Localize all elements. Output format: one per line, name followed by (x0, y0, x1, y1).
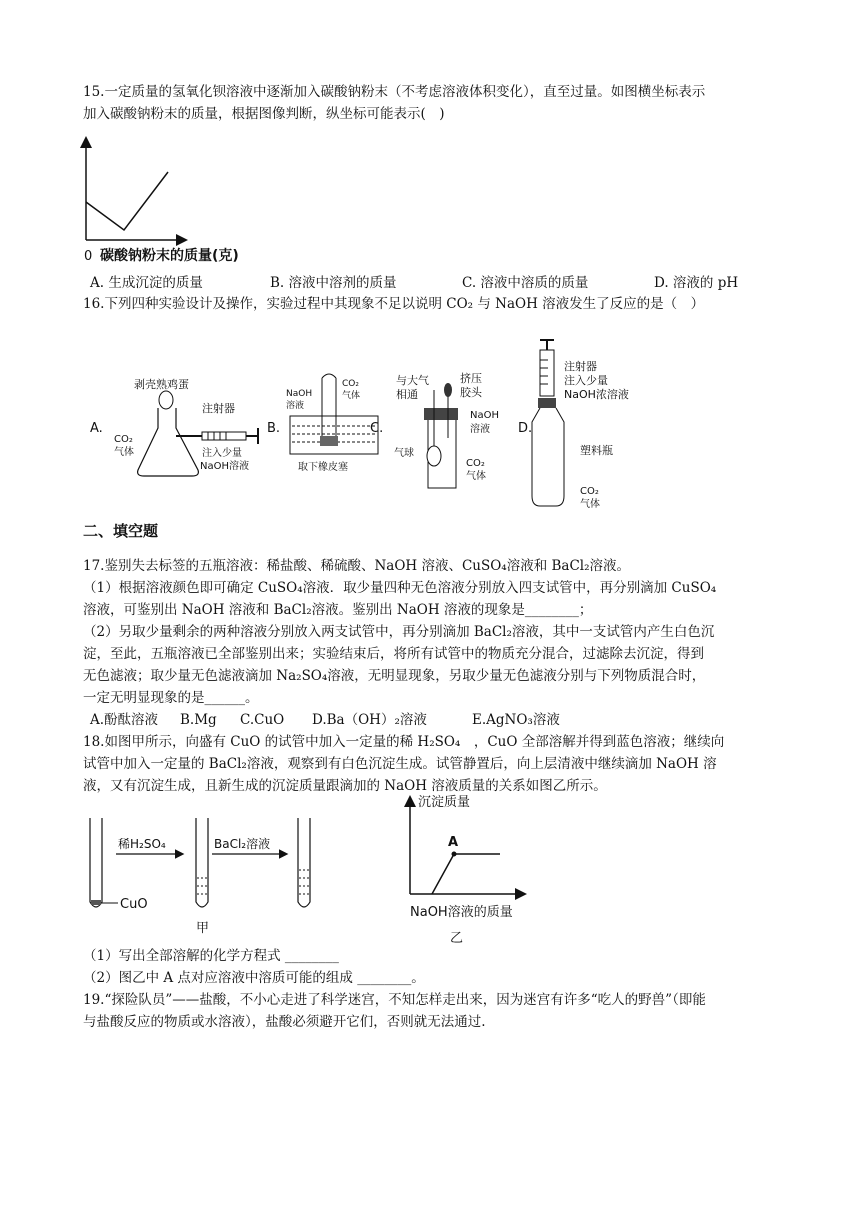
q16-c-co2: CO₂ (466, 458, 485, 469)
q16-d-cap (538, 398, 556, 408)
q16-apparatus-figure (84, 338, 664, 516)
q16-c-squeeze2: 胶头 (460, 386, 482, 399)
q16-c-naoh2: 溶液 (470, 424, 490, 435)
q16-c-gas: 气体 (466, 471, 486, 482)
q16-d-syringe-label: 注射器 (564, 360, 597, 373)
q16-a-gas-formula: CO₂ (114, 434, 133, 445)
q18-sub2: （2）图乙中 A 点对应溶液中溶质可能的组成 ________。 (83, 970, 425, 986)
q17-option-a: A.酚酞溶液 (90, 712, 159, 728)
section-title: 二、填空题 (83, 522, 159, 540)
q16-a-egg-label: 剥壳熟鸡蛋 (134, 378, 189, 391)
q16-b-co2: CO₂ (342, 379, 359, 389)
q15-option-a: A. 生成沉淀的质量 (90, 275, 203, 291)
q18-yi-point-label: A (448, 835, 459, 850)
q16-d-bottle (532, 408, 564, 506)
q18-jia-caption: 甲 (196, 921, 210, 936)
q18-yi-caption: 乙 (450, 931, 464, 946)
q18-yi-curve (432, 854, 500, 894)
q15-graph-xlabel: 碳酸钠粉末的质量(克) (100, 248, 239, 264)
q16-b-tube (322, 374, 336, 438)
q18-cuo-solid (91, 900, 101, 905)
q16-d-syringe (540, 350, 554, 396)
q16-a-syringe (202, 432, 246, 440)
q15-option-b: B. 溶液中溶剂的质量 (270, 275, 397, 291)
q15-graph (78, 136, 268, 266)
q17-text-line3: 溶液，可鉴别出 NaOH 溶液和 BaCl₂溶液。鉴别出 NaOH 溶液的现象是________； (83, 602, 593, 618)
q16-d-inject2: NaOH浓溶液 (564, 388, 629, 401)
q16-b-remove: 取下橡皮塞 (298, 462, 348, 473)
q15-option-c: C. 溶液中溶质的质量 (462, 275, 589, 291)
q17-text-line4: （2）另取少量剩余的两种溶液分别放入两支试管中，再分别滴加 BaCl₂溶液，其中一支试管内产生白色沉 (83, 624, 715, 640)
q16-b-naoh1: NaOH (286, 389, 313, 399)
q16-a-inject1: 注入少量 (202, 448, 242, 459)
q17-text-line6: 无色滤液；取少量无色滤液滴加 Na₂SO₄溶液，无明显现象，另取少量无色滤液分别与下列物质混合时， (83, 668, 706, 684)
q18-text-line3: 液，又有沉淀生成，且新生成的沉淀质量跟滴加的 NaOH 溶液质量的关系如图乙所示。 (83, 778, 607, 794)
q17-text-line5: 淀，至此，五瓶溶液已全部鉴别出来；实验结束后，将所有试管中的物质充分混合，过滤除去沉淀，得到 (83, 646, 704, 662)
q16-b-label: B. (267, 421, 281, 436)
q16-c-naoh1: NaOH (470, 410, 499, 421)
q16-c-label: C. (370, 421, 384, 436)
q18-sub1: （1）写出全部溶解的化学方程式 ________ (83, 948, 339, 964)
q17-option-b: B.Mg (180, 712, 217, 728)
q19-text-line1: 19.“探险队员”——盐酸，不小心走进了科学迷宫，不知怎样走出来，因为迷宫有许多“吃人的野兽”（即能 (83, 992, 706, 1008)
q15-option-d: D. 溶液的 pH (654, 275, 739, 291)
q16-c-squeeze1: 挤压 (460, 372, 482, 385)
q15-graph-origin: 0 (84, 249, 93, 264)
q18-yi-xlabel: NaOH溶液的质量 (410, 905, 513, 920)
q16-d-inject1: 注入少量 (564, 374, 608, 387)
q16-b-trough (290, 416, 378, 454)
q16-c-balloon-label: 气球 (394, 448, 414, 459)
q16-d-co2: CO₂ (580, 486, 599, 497)
q16-setup-a (90, 377, 258, 476)
q18-yi-point-a (452, 852, 457, 857)
q16-a-syringe-label: 注射器 (202, 402, 235, 415)
q17-option-d: D.Ba（OH）₂溶液 (312, 712, 427, 728)
q15-text-line1: 15.一定质量的氢氧化钡溶液中逐渐加入碳酸钠粉末（不考虑溶液体积变化），直至过量。如图横坐标表示 (83, 84, 706, 100)
q16-d-gas: 气体 (580, 499, 600, 510)
q16-text-line1: 16.下列四种实验设计及操作，实验过程中其现象不足以说明 CO₂ 与 NaOH 溶液发生了反应的是（ ） (83, 296, 705, 312)
q16-a-flask (138, 408, 199, 476)
q16-c-stopper (424, 408, 458, 420)
q17-option-c: C.CuO (240, 712, 285, 728)
q17-text-line1: 17.鉴别失去标签的五瓶溶液：稀盐酸、稀硫酸、NaOH 溶液、CuSO₄溶液和 BaCl₂溶液。 (83, 558, 631, 574)
q18-text-line1: 18.如图甲所示，向盛有 CuO 的试管中加入一定量的稀 H₂SO₄ ，CuO 全部溶解并得到蓝色溶液；继续向 (83, 734, 725, 750)
q16-d-label: D. (518, 421, 533, 436)
q17-text-line7: 一定无明显现象的是______。 (83, 690, 259, 706)
q19-text-line2: 与盐酸反应的物质或水溶液），盐酸必须避开它们，否则就无法通过. (83, 1014, 486, 1030)
q17-option-e: E.AgNO₃溶液 (472, 712, 560, 728)
q16-a-inject2: NaOH溶液 (200, 461, 249, 472)
q16-setup-c (370, 371, 499, 488)
q15-text-line2: 加入碳酸钠粉末的质量，根据图像判断，纵坐标可能表示( ) (83, 106, 445, 122)
q16-c-air1: 与大气 (396, 374, 429, 387)
q16-a-label: A. (90, 421, 103, 436)
q16-d-bottle-label: 塑料瓶 (580, 444, 613, 457)
q16-b-gas: 气体 (342, 391, 361, 401)
q16-a-egg (159, 391, 173, 409)
q16-b-naoh2: 溶液 (286, 401, 305, 411)
q17-text-line2: （1）根据溶液颜色即可确定 CuSO₄溶液．取少量四种无色溶液分别放入四支试管中，再分别滴加 CuSO₄ (83, 580, 717, 596)
q16-c-balloon (427, 446, 441, 466)
q18-acid-label: 稀H₂SO₄ (118, 837, 166, 851)
q18-figure (84, 790, 544, 950)
q16-setup-b (267, 374, 378, 473)
q15-curve (86, 172, 168, 230)
q16-b-stopper (320, 436, 338, 446)
q18-bacl2-label: BaCl₂溶液 (214, 837, 271, 851)
q16-a-gas-label: 气体 (114, 447, 134, 458)
q18-yi-ylabel: 沉淀质量 (418, 795, 471, 810)
q18-cuo-label: CuO (120, 897, 148, 912)
q16-c-air2: 相通 (396, 388, 418, 401)
q16-setup-d (518, 340, 629, 510)
q18-tube-1 (90, 818, 102, 907)
q17-options (90, 710, 560, 730)
q18-text-line2: 试管中加入一定量的 BaCl₂溶液，观察到有白色沉淀生成。试管静置后，向上层清液中继续滴加 NaOH 溶 (83, 756, 717, 772)
q15-options (90, 273, 738, 293)
